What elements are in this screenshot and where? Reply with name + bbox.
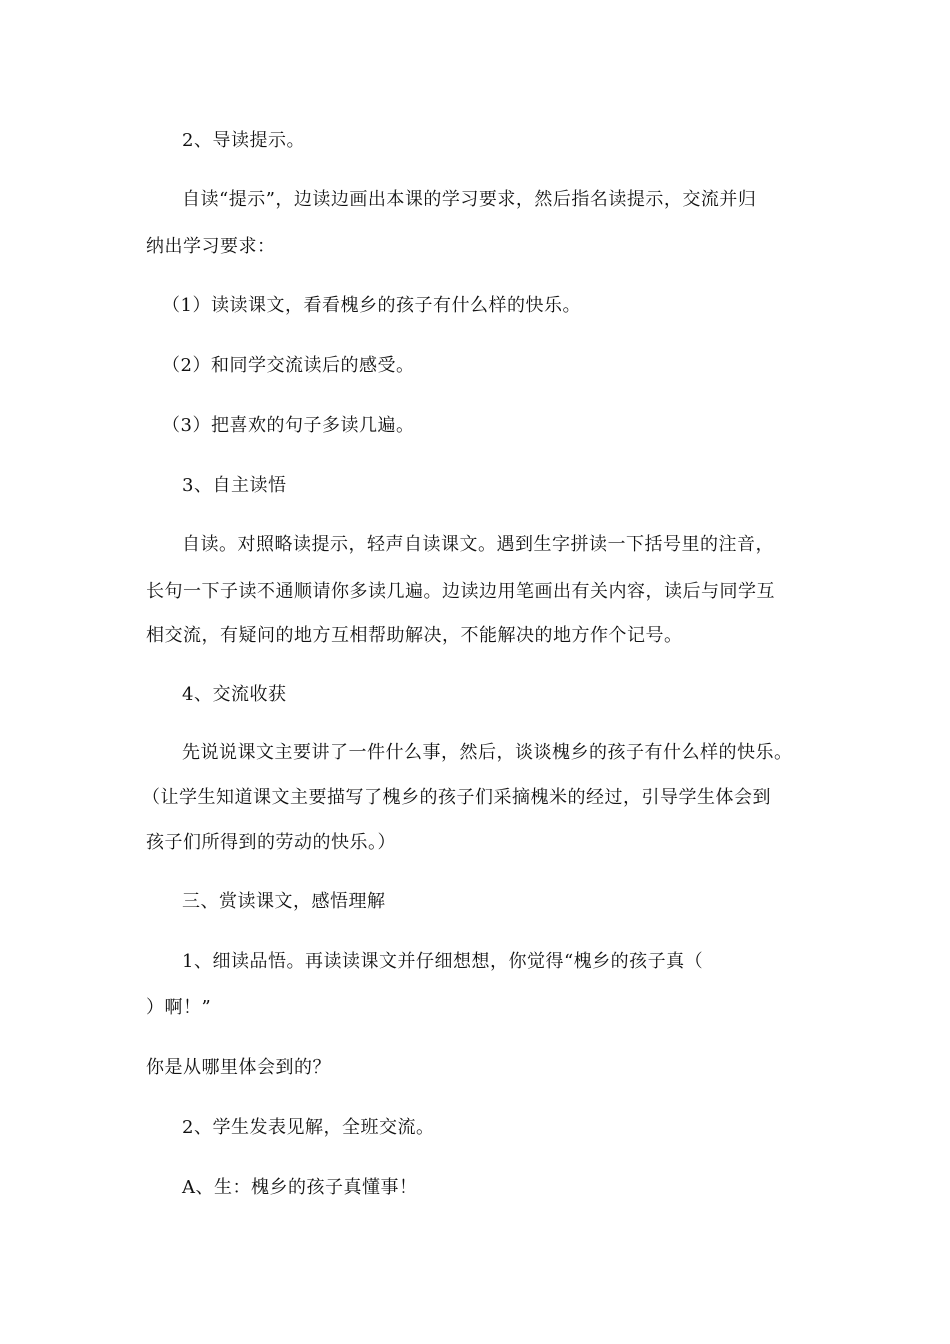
list-item: （1）读读课文，看看槐乡的孩子有什么样的快乐。 xyxy=(162,295,581,316)
paragraph-line: ）啊！” xyxy=(146,997,212,1018)
paragraph-line: 长句一下子读不通顺请你多读几遍。边读边用笔画出有关内容，读后与同学互 xyxy=(146,581,775,602)
paragraph-heading-sharing: 4、交流收获 xyxy=(182,684,287,705)
paragraph-line: 相交流，有疑问的地方互相帮助解决，不能解决的地方作个记号。 xyxy=(146,625,683,646)
paragraph-line: 自读。对照略读提示，轻声自读课文。遇到生字拼读一下括号里的注音， xyxy=(182,534,774,555)
paragraph-heading-guided-reading: 2、导读提示。 xyxy=(182,130,305,151)
paragraph-line: 孩子们所得到的劳动的快乐。） xyxy=(146,832,396,853)
paragraph-heading-self-reading: 3、自主读悟 xyxy=(182,475,287,496)
paragraph-line: 纳出学习要求： xyxy=(146,236,276,257)
section-heading: 三、赏读课文，感悟理解 xyxy=(182,891,386,912)
list-item: （2）和同学交流读后的感受。 xyxy=(162,355,415,376)
paragraph-line: （让学生知道课文主要描写了槐乡的孩子们采摘槐米的经过，引导学生体会到 xyxy=(142,787,771,808)
paragraph-line: 先说说课文主要讲了一件什么事，然后，谈谈槐乡的孩子有什么样的快乐。 xyxy=(182,742,793,763)
list-item: （3）把喜欢的句子多读几遍。 xyxy=(162,415,415,436)
paragraph-line: 你是从哪里体会到的？ xyxy=(146,1057,331,1078)
paragraph-line: A、生：槐乡的孩子真懂事！ xyxy=(182,1177,418,1198)
paragraph-line: 1、细读品悟。再读读课文并仔细想想，你觉得“槐乡的孩子真（ xyxy=(182,951,704,972)
paragraph-line: 自读“提示”，边读边画出本课的学习要求，然后指名读提示，交流并归 xyxy=(182,189,757,210)
paragraph-line: 2、学生发表见解，全班交流。 xyxy=(182,1117,435,1138)
